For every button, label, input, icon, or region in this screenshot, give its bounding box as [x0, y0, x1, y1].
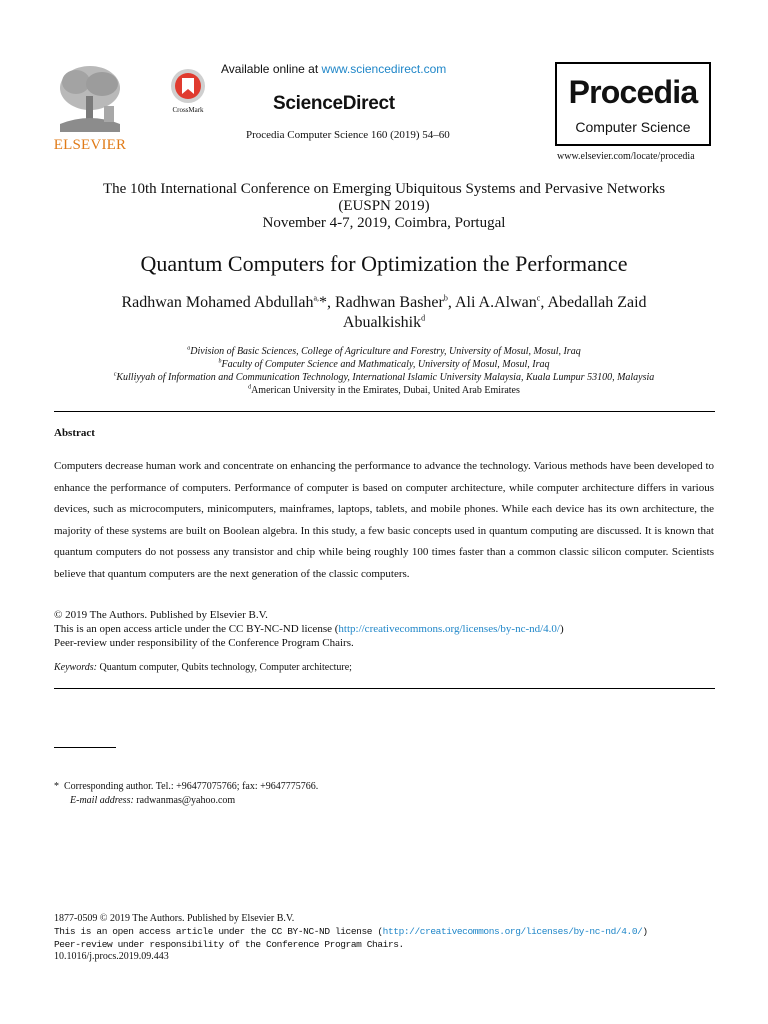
affiliation-d-sup: d — [248, 384, 252, 391]
procedia-title: Procedia — [568, 74, 698, 110]
abstract-license-link[interactable]: http://creativecommons.org/licenses/by-nc-nd/4.0/ — [338, 623, 560, 635]
keywords-line — [54, 662, 352, 673]
affiliation-b-sup: b — [218, 358, 222, 365]
crossmark-label: CrossMark — [172, 106, 204, 114]
abstract-top-rule — [54, 411, 715, 412]
affiliation-c-text: Kulliyyah of Information and Communication Technology, International Islamic University Malaysia, Kuala Lumpur 53100, Malaysia — [116, 372, 655, 383]
elsevier-logo — [52, 62, 128, 153]
keywords-text: Quantum computer, Qubits technology, Computer architecture; — [99, 662, 352, 673]
author-2-name: Radhwan Basher — [335, 294, 444, 311]
footnote-email — [70, 795, 235, 806]
author-4-sup: d — [421, 313, 426, 323]
author-line-1 — [0, 294, 768, 312]
sciencedirect-wordmark: ScienceDirect — [273, 93, 395, 114]
footer-license — [54, 926, 648, 937]
footer-license-prefix: This is an open access article under the CC BY-NC-ND license ( — [54, 926, 383, 937]
author-1-sup: a, — [313, 293, 319, 303]
affiliation-c — [0, 372, 768, 383]
abstract-license-suffix: ) — [560, 623, 564, 635]
abstract-heading: Abstract — [54, 427, 95, 439]
footnote-email-label: E-mail address: — [70, 795, 134, 806]
abstract-peer-review: Peer-review under responsibility of the Conference Program Chairs. — [54, 637, 354, 649]
footer-issn-line — [54, 913, 294, 924]
available-prefix: Available online at — [221, 62, 322, 76]
crossmark-badge[interactable] — [166, 68, 210, 120]
author-3-name: Ali A.Alwan — [454, 294, 537, 311]
procedia-logo-box — [555, 62, 711, 146]
affiliation-d — [0, 385, 768, 396]
author-1-sep: *, — [319, 294, 335, 311]
affiliation-a-sup: a — [187, 345, 191, 352]
author-4-surname: Abualkishik — [342, 314, 422, 331]
footnote-star: * — [54, 781, 59, 792]
conference-line-2: (EUSPN 2019) — [338, 198, 430, 214]
footer-copyright: © 2019 The Authors. Published by Elsevier B.V. — [99, 913, 295, 924]
affiliation-d-text: American University in the Emirates, Dubai, United Arab Emirates — [251, 385, 520, 396]
footer-license-link[interactable]: http://creativecommons.org/licenses/by-nc-nd/4.0/ — [382, 926, 643, 937]
crossmark-icon — [170, 68, 206, 104]
available-online — [221, 62, 446, 76]
author-line-2 — [0, 314, 768, 332]
footer-peer-review: Peer-review under responsibility of the Conference Program Chairs. — [54, 939, 404, 950]
abstract-copyright: © 2019 The Authors. Published by Elsevier B.V. — [54, 609, 268, 621]
conference-line-3: November 4-7, 2019, Coimbra, Portugal — [262, 215, 506, 231]
keywords-label: Keywords: — [54, 662, 97, 673]
journal-reference: Procedia Computer Science 160 (2019) 54–60 — [246, 129, 450, 141]
footer-license-suffix: ) — [642, 926, 648, 937]
affiliation-b-text: Faculty of Computer Science and Mathmaticaly, University of Mosul, Mosul, Iraq — [221, 359, 550, 370]
elsevier-wordmark: ELSEVIER — [53, 137, 127, 153]
elsevier-tree-icon — [52, 62, 128, 134]
procedia-url[interactable]: www.elsevier.com/locate/procedia — [557, 151, 695, 162]
author-2-sep: , — [447, 294, 455, 311]
author-1-name: Radhwan Mohamed Abdullah — [121, 294, 314, 311]
footer-doi[interactable]: 10.1016/j.procs.2019.09.443 — [54, 951, 169, 962]
footnote-corresponding-text: Corresponding author. Tel.: +96477075766; fax: +9647775766. — [64, 781, 319, 792]
footer-issn: 1877-0509 — [54, 913, 98, 924]
abstract-license — [54, 623, 564, 635]
footnote-corresponding — [54, 781, 318, 792]
abstract-body: Computers decrease human work and concentrate on enhancing the performance to advance the technology. Various methods have been developed to enhance the performance of computers. Performance of computer is based on computer architecture, while computer architecture differs in various devices, such as microcomputers, minicomputers, mainframes, laptops, tablets, and mobile phones. While each device has its own architecture, the majority of these systems are built on Boolean algebra. In this study, a few basic concepts used in quantum computing are discussed. It is known that quantum computers do not possess any transistor and chip while being roughly 100 times faster than a common classic silicon computer. Scientists believe that quantum computers are the next generation of the classic computers. — [54, 460, 714, 580]
sciencedirect-link[interactable]: www.sciencedirect.com — [321, 62, 447, 76]
affiliation-a — [0, 346, 768, 357]
conference-line-1: The 10th International Conference on Emerging Ubiquitous Systems and Pervasive Networks — [102, 181, 666, 197]
affiliation-c-sup: c — [113, 371, 117, 378]
author-4-name: Abedallah Zaid — [547, 294, 647, 311]
author-3-sep: , — [540, 294, 548, 311]
author-3-sup: c — [536, 293, 541, 303]
footnote-email-value[interactable]: radwanmas@yahoo.com — [136, 795, 236, 806]
abstract-bottom-rule — [54, 688, 715, 689]
procedia-subtitle: Computer Science — [575, 119, 691, 135]
affiliation-b — [0, 359, 768, 370]
footnote-rule — [54, 747, 116, 748]
paper-title: Quantum Computers for Optimization the Performance — [140, 251, 628, 276]
affiliation-a-text: Division of Basic Sciences, College of Agriculture and Forestry, University of Mosul, Mosul, Iraq — [190, 346, 581, 357]
author-2-sup: b — [443, 293, 448, 303]
abstract-license-prefix: This is an open access article under the CC BY-NC-ND license ( — [54, 623, 339, 635]
